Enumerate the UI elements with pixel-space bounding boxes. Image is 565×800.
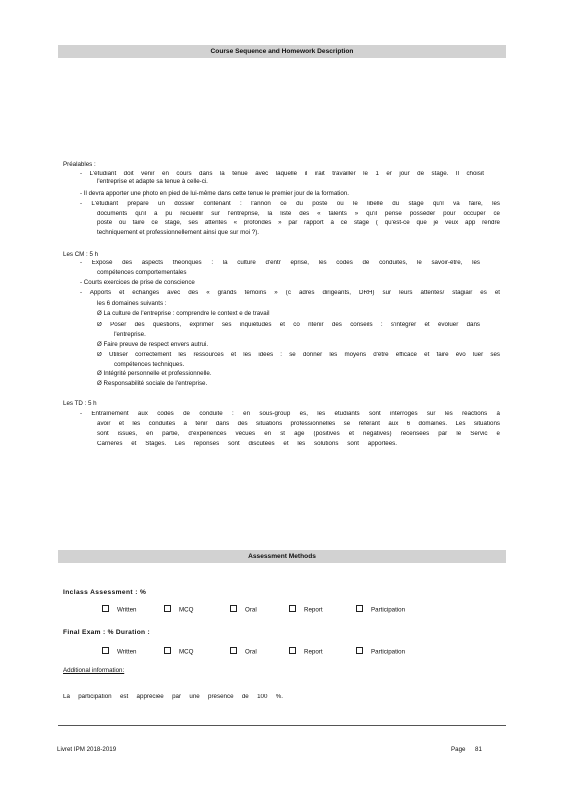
section-header-course-sequence: Course Sequence and Homework Description (58, 45, 506, 58)
td-line: avoir et les conduites à tenir dans des situations professionnelles se référant aux 6 domaines. Les situations (97, 421, 500, 427)
checkbox-icon (102, 647, 109, 654)
cm-line: les 6 domaines suivants : (97, 300, 167, 307)
cm-domain-item: l'entreprise. (114, 331, 146, 338)
prerequisites-line: l'entreprise et adapte sa tenue à celle-ci. (97, 178, 208, 185)
prerequisites-line: poste ou faire ce stage, ses attentes « profondes » par rapport à ce stage ( qu'est-ce que je veux app rendre (97, 220, 500, 226)
prerequisites-line: techniquement et professionnellement ainsi que sur moi ?). (97, 229, 259, 236)
footer-page-number: 81 (475, 746, 482, 753)
checkbox-icon (356, 647, 363, 654)
prerequisites-heading: Préalables : (63, 161, 96, 168)
cm-line: - Exposé des aspects théoriques : la culture d'entr eprise, les codes de conduites, le savoir-être, les (80, 260, 480, 266)
checkbox-icon (230, 605, 237, 612)
cm-domain-item: Ø Utiliser correctement les ressources et les idées : se donner les moyens d'être efficace et faire évo luer ses (97, 352, 500, 358)
cm-line: - Courts exercices de prise de conscience (80, 279, 195, 286)
prerequisites-line: documents qu'il a pu recueillir sur l'entreprise, la liste des « talents » qu'il pense posséder pour occuper ce (97, 211, 500, 217)
cm-line: - Apports et échanges avec des « grands témoins » (c adres dirigeants, DRH) sur leurs attentes/ stagiair es et (80, 290, 500, 296)
inclass-option-report[interactable]: Report (289, 605, 323, 614)
cm-domain-item: compétences techniques. (114, 361, 185, 368)
td-line: Carrières et Stages. Les réponses sont discutées et les solutions sont apportées. (97, 441, 397, 447)
footer-document-title: Livret IPM 2018-2019 (57, 746, 117, 753)
cm-domain-item: Ø Intégrité personnelle et professionnelle. (97, 370, 212, 377)
cm-domain-item: Ø Poser des questions, exprimer ses inquiétudes et co ntenir des conseils : s'intégrer et évoluer dans (97, 322, 480, 328)
checkbox-icon (289, 605, 296, 612)
prerequisites-line: - Il devra apporter une photo en pied de lui-même dans cette tenue le premier jour de la formation. (80, 190, 349, 197)
inclass-option-participation[interactable]: Participation (356, 605, 405, 614)
footer-page-label: Page (451, 746, 466, 753)
checkbox-icon (164, 647, 171, 654)
checkbox-icon (289, 647, 296, 654)
td-line: sont issues, en partie, d'expériences vécues en st age (positives et négatives) recensées par le Servic e (97, 431, 500, 437)
prerequisites-line: - L'étudiant prépare un dossier contenant : l'annon ce du poste ou le libellé du stage qu'il va faire, les (80, 201, 500, 207)
checkbox-icon (164, 605, 171, 612)
td-line: - Entraînement aux codes de conduite : en sous-group es, les étudiants sont interrogés sur les réactions à (80, 411, 500, 417)
inclass-option-oral[interactable]: Oral (230, 605, 257, 614)
final-option-written[interactable]: Written (102, 647, 136, 656)
final-option-mcq[interactable]: MCQ (164, 647, 193, 656)
inclass-assessment-label: Inclass Assessment : % (63, 589, 147, 596)
footer-divider (58, 725, 506, 726)
checkbox-icon (230, 647, 237, 654)
prerequisites-line: - L'étudiant doit venir en cours dans la tenue avec laquelle il irait travailler le 1 er jour de stage. Il choisit (80, 171, 484, 177)
cm-heading: Les CM : 5 h (63, 251, 99, 258)
td-heading: Les TD : 5 h (63, 400, 97, 407)
inclass-option-mcq[interactable]: MCQ (164, 605, 193, 614)
section-header-assessment: Assessment Methods (58, 550, 506, 563)
checkbox-icon (356, 605, 363, 612)
cm-domain-item: Ø Faire preuve de respect envers autrui. (97, 341, 209, 348)
cm-line: compétences comportementales (97, 269, 187, 276)
final-option-report[interactable]: Report (289, 647, 323, 656)
additional-information-label: Additional information: (63, 667, 125, 674)
inclass-option-written[interactable]: Written (102, 605, 136, 614)
final-option-participation[interactable]: Participation (356, 647, 405, 656)
cm-domain-item: Ø Responsabilité sociale de l'entreprise. (97, 380, 208, 387)
final-option-oral[interactable]: Oral (230, 647, 257, 656)
checkbox-icon (102, 605, 109, 612)
final-exam-label: Final Exam : % Duration : (63, 629, 151, 636)
participation-note: La participation est appréciée par une présence de 100 %. (63, 694, 283, 700)
cm-domain-item: Ø La culture de l'entreprise : comprendre le context e de travail (97, 310, 270, 317)
